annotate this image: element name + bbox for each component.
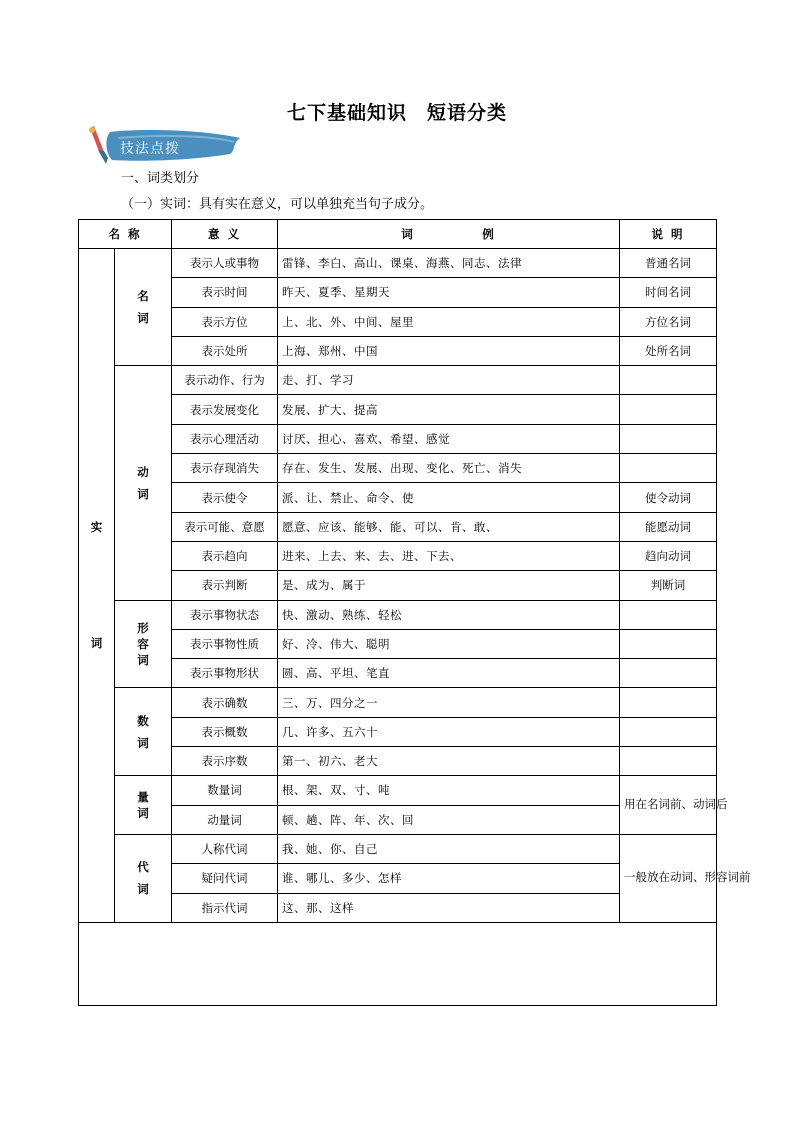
meaning-cell: 数量词: [172, 776, 278, 805]
header-cell: 意 义: [172, 220, 278, 249]
table-row: [79, 483, 717, 512]
examples-cell: 是、成为、属于: [278, 571, 620, 600]
table-row: [79, 834, 717, 863]
table-row: [79, 659, 717, 688]
note-cell: 判断词: [620, 571, 717, 600]
note-cell: 用在名词前、动词后: [620, 776, 717, 835]
note-cell: 方位名词: [620, 307, 717, 336]
word-class-table: [78, 219, 751, 1006]
examples-cell: 圆、高、平坦、笔直: [278, 659, 620, 688]
meaning-cell: 表示概数: [172, 717, 278, 746]
note-cell: 普通名词: [620, 249, 717, 278]
examples-cell: 愿意、应该、能够、能、可以、肯、敢、: [278, 512, 620, 541]
meaning-cell: 表示方位: [172, 307, 278, 336]
table-header-row: [79, 220, 717, 249]
group-name: [115, 600, 172, 688]
examples-cell: 几、许多、五六十: [278, 717, 620, 746]
note-cell: [620, 717, 717, 746]
group-char: 数: [137, 713, 149, 728]
note-cell: [620, 366, 717, 395]
note-cell: [620, 659, 717, 688]
meaning-cell: 表示动作、行为: [172, 366, 278, 395]
examples-cell: 好、冷、伟大、聪明: [278, 629, 620, 658]
meaning-cell: 表示存现消失: [172, 454, 278, 483]
table-row: [79, 307, 717, 336]
examples-cell: 走、打、学习: [278, 366, 620, 395]
category-cell: [79, 249, 115, 923]
note-cell: 能愿动词: [620, 512, 717, 541]
category-char: 实: [90, 519, 103, 534]
page-title: 七下基础知识 短语分类: [286, 102, 507, 124]
table-row: [79, 541, 717, 570]
examples-cell: 发展、扩大、提高: [278, 395, 620, 424]
note-cell: [620, 600, 717, 629]
group-char: 词: [137, 806, 149, 821]
table-row: [79, 512, 717, 541]
table-row: [79, 454, 717, 483]
table-row: [79, 395, 717, 424]
table-row: [79, 688, 717, 717]
note-cell: [620, 395, 717, 424]
meaning-cell: 表示趋向: [172, 541, 278, 570]
note-cell: 使令动词: [620, 483, 717, 512]
group-char: 词: [137, 311, 149, 326]
note-cell: [620, 454, 717, 483]
meaning-cell: 表示可能、意愿: [172, 512, 278, 541]
examples-cell: 雷锋、李白、高山、课桌、海燕、同志、法律: [278, 249, 620, 278]
group-char: 名: [137, 289, 149, 303]
table-row: [79, 278, 717, 307]
meaning-cell: 表示序数: [172, 747, 278, 776]
note-cell: [620, 629, 717, 658]
table-row: [79, 571, 717, 600]
meaning-cell: 表示使令: [172, 483, 278, 512]
header-cell: 词 例: [278, 220, 620, 249]
examples-cell: 根、架、双、寸、吨: [278, 776, 620, 805]
group-char: 词: [137, 653, 149, 668]
examples-cell: 三、万、四分之一: [278, 688, 620, 717]
note-cell: [620, 688, 717, 717]
meaning-cell: 表示判断: [172, 571, 278, 600]
table-row: [79, 336, 717, 365]
note-cell: [620, 747, 717, 776]
note-cell: 处所名词: [620, 336, 717, 365]
table-row: [79, 424, 717, 453]
examples-cell: 这、那、这样: [278, 893, 620, 922]
examples-cell: 我、她、你、自己: [278, 834, 620, 863]
meaning-cell: 表示事物状态: [172, 600, 278, 629]
group-name: [115, 776, 172, 835]
meaning-cell: 表示确数: [172, 688, 278, 717]
group-char: 词: [137, 486, 149, 501]
group-char: 形: [137, 620, 149, 635]
group-char: 容: [137, 636, 149, 651]
examples-cell: 派、让、禁止、命令、使: [278, 483, 620, 512]
badge-label: 技法点拨: [120, 141, 180, 157]
blank-row: [79, 922, 717, 1005]
table-row: [79, 717, 717, 746]
meaning-cell: 表示事物形状: [172, 659, 278, 688]
group-char: 代: [137, 860, 149, 875]
group-char: 动: [137, 464, 149, 479]
group-name: [115, 366, 172, 600]
brush-icon: [89, 126, 108, 164]
note-cell: 一般放在动词、形容词前: [620, 834, 717, 922]
meaning-cell: 表示心理活动: [172, 424, 278, 453]
category-char: 词: [90, 636, 103, 651]
table-row: [79, 249, 717, 278]
meaning-cell: 疑问代词: [172, 864, 278, 893]
table-row: [79, 366, 717, 395]
meaning-cell: 动量词: [172, 805, 278, 834]
examples-cell: 上海、郑州、中国: [278, 336, 620, 365]
header-name: 名 称: [79, 220, 172, 249]
table-row: [79, 600, 717, 629]
note-cell: 趋向动词: [620, 541, 717, 570]
group-char: 词: [137, 735, 149, 750]
meaning-cell: 指示代词: [172, 893, 278, 922]
examples-cell: 上、北、外、中间、屋里: [278, 307, 620, 336]
header-cell: 说 明: [620, 220, 717, 249]
meaning-cell: 表示事物性质: [172, 629, 278, 658]
section-heading: 一、词类划分: [121, 171, 200, 186]
examples-cell: 快、激动、熟练、轻松: [278, 600, 620, 629]
group-name: [115, 249, 172, 366]
meaning-cell: 人称代词: [172, 834, 278, 863]
examples-cell: 昨天、夏季、星期天: [278, 278, 620, 307]
group-name: [115, 688, 172, 776]
meaning-cell: 表示人或事物: [172, 249, 278, 278]
blank-cell: [79, 922, 717, 1005]
note-cell: 时间名词: [620, 278, 717, 307]
group-name: [115, 834, 172, 922]
subsection-heading: （一）实词：具有实在意义，可以单独充当句子成分。: [121, 197, 434, 212]
meaning-cell: 表示发展变化: [172, 395, 278, 424]
examples-cell: 谁、哪儿、多少、怎样: [278, 864, 620, 893]
note-cell: [620, 424, 717, 453]
group-char: 量: [137, 790, 149, 805]
meaning-cell: 表示处所: [172, 336, 278, 365]
examples-cell: 存在、发生、发展、出现、变化、死亡、消失: [278, 454, 620, 483]
meaning-cell: 表示时间: [172, 278, 278, 307]
examples-cell: 进来、上去、来、去、进、下去、: [278, 541, 620, 570]
examples-cell: 讨厌、担心、喜欢、希望、感觉: [278, 424, 620, 453]
table-row: [79, 629, 717, 658]
table-row: [79, 747, 717, 776]
group-char: 词: [137, 882, 149, 897]
examples-cell: 第一、初六、老大: [278, 747, 620, 776]
examples-cell: 顿、趟、阵、年、次、回: [278, 805, 620, 834]
table-row: [79, 776, 717, 805]
